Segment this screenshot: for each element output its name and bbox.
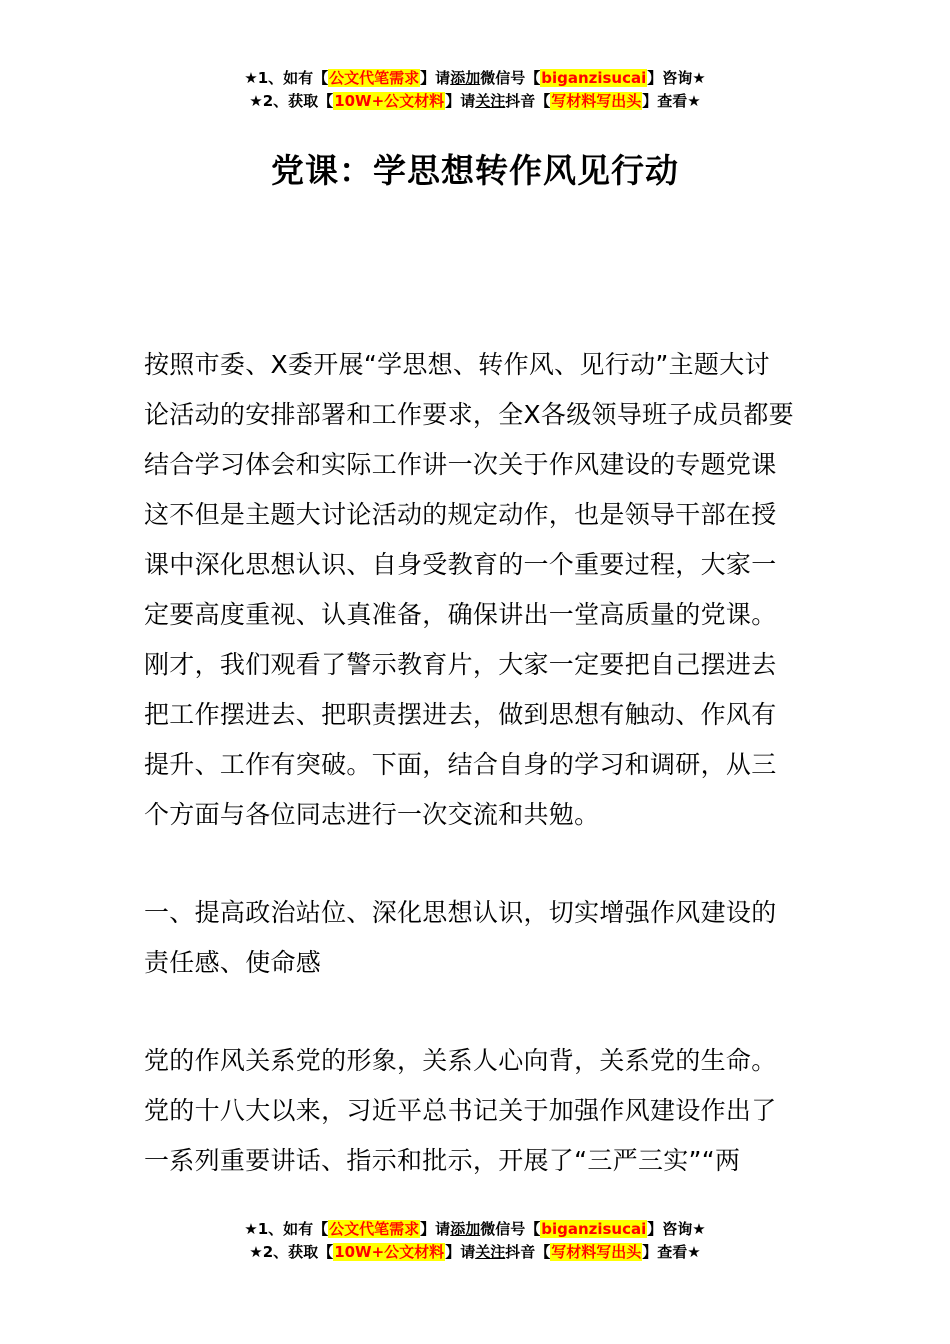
banner-text: 微信号【: [480, 69, 541, 87]
text-line: 按照市委、X委开展“学思想、转作风、见行动”主题大讨: [144, 350, 770, 379]
banner-highlight: 10W+公文材料: [334, 92, 445, 110]
text-line: 提升、工作有突破。下面，结合自身的学习和调研，从三: [144, 750, 777, 779]
banner-text: 】请: [420, 1220, 451, 1238]
banner-underline: 添加: [450, 1220, 481, 1238]
text-line: 结合学习体会和实际工作讲一次关于作风建设的专题党课: [144, 450, 777, 479]
text-line: 把工作摆进去、把职责摆进去，做到思想有触动、作风有: [144, 700, 777, 729]
document-title: 党课：学思想转作风见行动: [271, 151, 679, 190]
text-line: 党的作风关系党的形象，关系人心向背，关系党的生命。: [144, 1046, 777, 1075]
banner-underline: 添加: [450, 69, 481, 87]
text-line: 刚才，我们观看了警示教育片，大家一定要把自己摆进去: [144, 650, 777, 679]
banner-text: 】咨询★: [647, 1220, 706, 1238]
text-line: 党的十八大以来，习近平总书记关于加强作风建设作出了: [144, 1096, 777, 1125]
paragraph-intro: [144, 340, 810, 840]
text-line: 这不但是主题大讨论活动的规定动作，也是领导干部在授: [144, 500, 777, 529]
section-heading-1: [144, 888, 810, 988]
banner-text: 】请: [420, 69, 451, 87]
text-line: 一系列重要讲话、指示和批示，开展了“三严三实”“两: [144, 1146, 741, 1175]
banner-highlight-douyin-id: 写材料写出头: [551, 92, 642, 110]
banner-underline: 关注: [475, 1243, 506, 1261]
banner-underline: 关注: [475, 92, 506, 110]
banner-highlight-wechat-id: biganzisucai: [541, 1220, 647, 1238]
banner-line-2: [0, 90, 950, 113]
banner-text: ★1、如有【: [244, 69, 329, 87]
banner-text: ★2、获取【: [249, 1243, 334, 1261]
banner-text: 抖音【: [505, 1243, 551, 1261]
banner-text: 】请: [445, 92, 476, 110]
heading-line: 责任感、使命感: [144, 948, 322, 977]
banner-text: 】查看★: [642, 1243, 701, 1261]
footer-banner: [0, 1218, 950, 1264]
banner-highlight-wechat-id: biganzisucai: [541, 69, 647, 87]
banner-line-1: [0, 1218, 950, 1241]
heading-line: 一、提高政治站位、深化思想认识，切实增强作风建设的: [144, 898, 777, 927]
banner-highlight: 公文代笔需求: [329, 69, 420, 87]
paragraph-section-1: [144, 1036, 810, 1186]
banner-text: 微信号【: [480, 1220, 541, 1238]
banner-text: 】请: [445, 1243, 476, 1261]
banner-line-1: [0, 67, 950, 90]
header-banner: [0, 67, 950, 113]
text-line: 论活动的安排部署和工作要求，全X各级领导班子成员都要: [144, 400, 794, 429]
banner-highlight: 10W+公文材料: [334, 1243, 445, 1261]
banner-text: ★2、获取【: [249, 92, 334, 110]
banner-highlight-douyin-id: 写材料写出头: [551, 1243, 642, 1261]
banner-highlight: 公文代笔需求: [329, 1220, 420, 1238]
banner-text: ★1、如有【: [244, 1220, 329, 1238]
banner-text: 抖音【: [505, 92, 551, 110]
banner-text: 】咨询★: [647, 69, 706, 87]
banner-text: 】查看★: [642, 92, 701, 110]
banner-line-2: [0, 1241, 950, 1264]
text-line: 个方面与各位同志进行一次交流和共勉。: [144, 800, 600, 829]
text-line: 定要高度重视、认真准备，确保讲出一堂高质量的党课。: [144, 600, 777, 629]
text-line: 课中深化思想认识、自身受教育的一个重要过程，大家一: [144, 550, 777, 579]
